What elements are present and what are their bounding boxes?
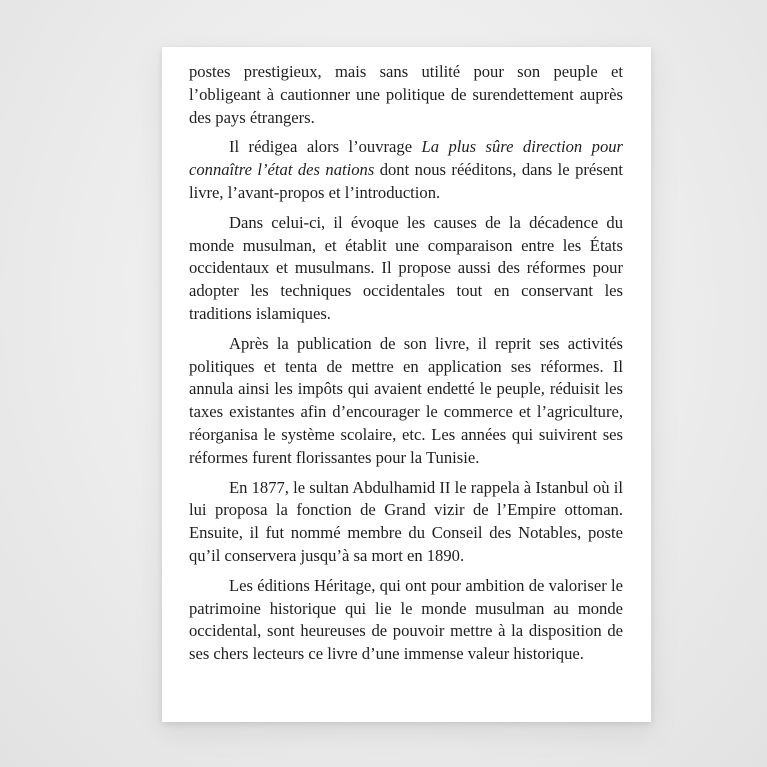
paragraph-decadence: Dans celui-ci, il évoque les causes de la décadence du monde musulman, et établit une comparaison entre les États occidentaux et musulmans. Il propose aussi des réformes pour adopter les techniques occidentales tout en conservant les traditions islamiques. [189, 212, 623, 323]
book-page [162, 47, 651, 722]
paragraph-editions-heritage: Les éditions Héritage, qui ont pour ambition de valoriser le patrimoine historique qui lie le monde musulman au monde occidental, sont heureuses de pouvoir mettre à la disposition de ses chers lecteurs ce livre d’une immense valeur historique. [189, 575, 623, 664]
paragraph-ouvrage-intro: Il rédigea alors l’ouvrage [229, 137, 422, 157]
page-body [189, 61, 623, 666]
paragraph-continuation: postes prestigieux, mais sans utilité pour son peuple et l’obligeant à cautionner une politique de surendettement auprès des pays étrangers. [189, 62, 623, 127]
paragraph-reformes: Après la publication de son livre, il reprit ses activités politiques et tenta de mettre en application ses réformes. Il annula ainsi les impôts qui avaient endetté le peuple, réduisit les taxes existantes afin d’encourager le commerce et l’agriculture, réorganisa le système scolaire, etc. Les années qui suivirent ses réformes furent florissantes pour la Tunisie. [189, 333, 623, 467]
book-title: La plus sûre direction pour connaître l’état des nations [189, 137, 623, 180]
paragraph-ouvrage [189, 136, 623, 204]
paragraph-ouvrage-end: dont nous rééditons, dans le présent livre, l’avant-propos et l’introduction. [189, 160, 623, 202]
paragraph-1877: En 1877, le sultan Abdulhamid II le rappela à Istanbul où il lui proposa la fonction de Grand vizir de l’Empire ottoman. Ensuite, il fut nommé membre du Conseil des Notables, poste qu’il conservera jusqu’à sa mort en 1890. [189, 477, 623, 565]
